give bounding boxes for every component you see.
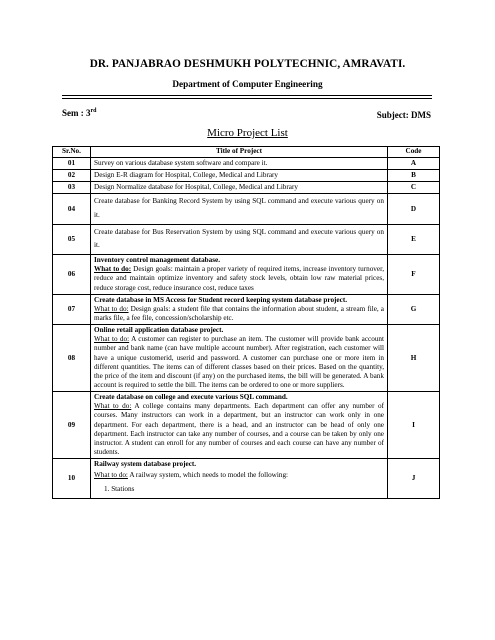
row-srno: 06 — [53, 255, 91, 295]
row-title: Design Normalize database for Hospital, College, Medical and Library — [91, 182, 388, 194]
column-header-title: Title of Project — [91, 147, 388, 158]
semester-text: Sem : 3 — [62, 108, 91, 118]
table-row — [53, 255, 440, 295]
table-row — [53, 294, 440, 324]
row-code: I — [388, 392, 440, 459]
list-title — [0, 127, 495, 139]
row-heading: Inventory control management database. — [94, 256, 221, 265]
row-heading: Create database on college and execute various SQL command. — [94, 393, 288, 402]
what-to-do-label: What to do: — [94, 304, 129, 313]
row-code: J — [388, 459, 440, 498]
row-body: A railway system, which needs to model the following: — [127, 471, 289, 480]
row-body: A customer can register to purchase an item. The customer will provide bank account number and bank name (can have multiple account number). After registration, each customer will have a unique customerid, userid and password. A customer can purchase one or more item in different quantities. The items can of different classes based on their prices. Based on the quantity, the price of the item and discount (if any) on the purchased items, the bill will be generated. A bank account is required to settle the bill. The items can be ordered to one or more suppliers. — [94, 335, 385, 389]
table-row — [53, 170, 440, 182]
row-code: A — [388, 158, 440, 170]
row-description — [94, 265, 384, 292]
what-to-do-label: What to do: — [94, 335, 130, 344]
table-row — [53, 392, 440, 459]
row-heading: Railway system database project. — [94, 460, 197, 469]
row-title: Create database for Bus Reservation System by using SQL command and execute various query on it. — [91, 224, 388, 254]
row-srno: 02 — [53, 170, 91, 182]
row-description — [94, 305, 384, 323]
table-row — [53, 194, 440, 224]
row-code: B — [388, 170, 440, 182]
row-description — [94, 335, 384, 390]
row-body: Design goals: maintain a proper variety of required items, increase inventory turnover, reduce and maintain optimize inventory and safety stock levels, obtain low raw material prices, reduce storage cost, reduce insurance cost, reduce taxes — [94, 265, 384, 292]
row-srno: 08 — [53, 325, 91, 392]
what-to-do-label: What to do: — [94, 402, 132, 411]
column-header-code: Code — [388, 147, 440, 158]
semester-label — [62, 108, 97, 118]
project-table — [52, 146, 440, 499]
row-srno: 05 — [53, 224, 91, 254]
row-title — [91, 459, 388, 498]
table-row — [53, 182, 440, 194]
row-code: F — [388, 255, 440, 295]
header-rule-thin — [62, 98, 432, 99]
row-description — [94, 469, 384, 483]
row-title — [91, 392, 388, 459]
row-srno: 07 — [53, 294, 91, 324]
list-title-text: Micro Project List — [207, 127, 288, 139]
row-heading: Create database in MS Access for Student record keeping system database project. — [94, 295, 348, 304]
row-code: H — [388, 325, 440, 392]
row-description — [94, 402, 384, 457]
row-code: D — [388, 194, 440, 224]
row-srno: 10 — [53, 459, 91, 498]
row-code: C — [388, 182, 440, 194]
row-title: Create database for Banking Record System by using SQL command and execute various query on it. — [91, 194, 388, 224]
row-title — [91, 255, 388, 295]
row-title — [91, 294, 388, 324]
row-srno: 04 — [53, 194, 91, 224]
row-code: E — [388, 224, 440, 254]
subject-label: Subject: DMS — [376, 110, 431, 120]
table-row — [53, 224, 440, 254]
what-to-do-label: What to do: — [94, 265, 132, 274]
list-item: 1. Stations — [104, 484, 135, 493]
row-body: Design goals: a student file that contains the information about student, a stream file, a marks file, a fee file, concession/scholarship etc. — [94, 304, 384, 322]
department-name: Department of Computer Engineering — [172, 79, 323, 89]
header-rule-thick — [62, 95, 432, 96]
semester-superscript: rd — [90, 108, 97, 114]
college-name: DR. PANJABRAO DESHMUKH POLYTECHNIC, AMRAVATI. — [89, 58, 406, 70]
row-srno: 09 — [53, 392, 91, 459]
row-title — [91, 325, 388, 392]
column-header-srno: Sr.No. — [53, 147, 91, 158]
row-heading: Online retail application database project. — [94, 326, 224, 335]
row-title: Design E-R diagram for Hospital, College, Medical and Library — [91, 170, 388, 182]
row-title: Survey on various database system software and compare it. — [91, 158, 388, 170]
table-header-row — [53, 147, 440, 158]
what-to-do-label: What to do: — [94, 471, 128, 480]
row-srno: 01 — [53, 158, 91, 170]
table-row — [53, 325, 440, 392]
row-body: A college contains many departments. Each department can offer any number of courses. Many instructors can work in a department, but an instructor can work only in one department. For each department, there is a head, and an instructor can be head of only one department. Each instructor can take any number of courses, and a course can be taken by only one instructor. A student can enroll for any number of courses and each course can have any number of students. — [94, 402, 384, 456]
table-row — [53, 459, 440, 498]
row-srno: 03 — [53, 182, 91, 194]
row-code: G — [388, 294, 440, 324]
table-row — [53, 158, 440, 170]
